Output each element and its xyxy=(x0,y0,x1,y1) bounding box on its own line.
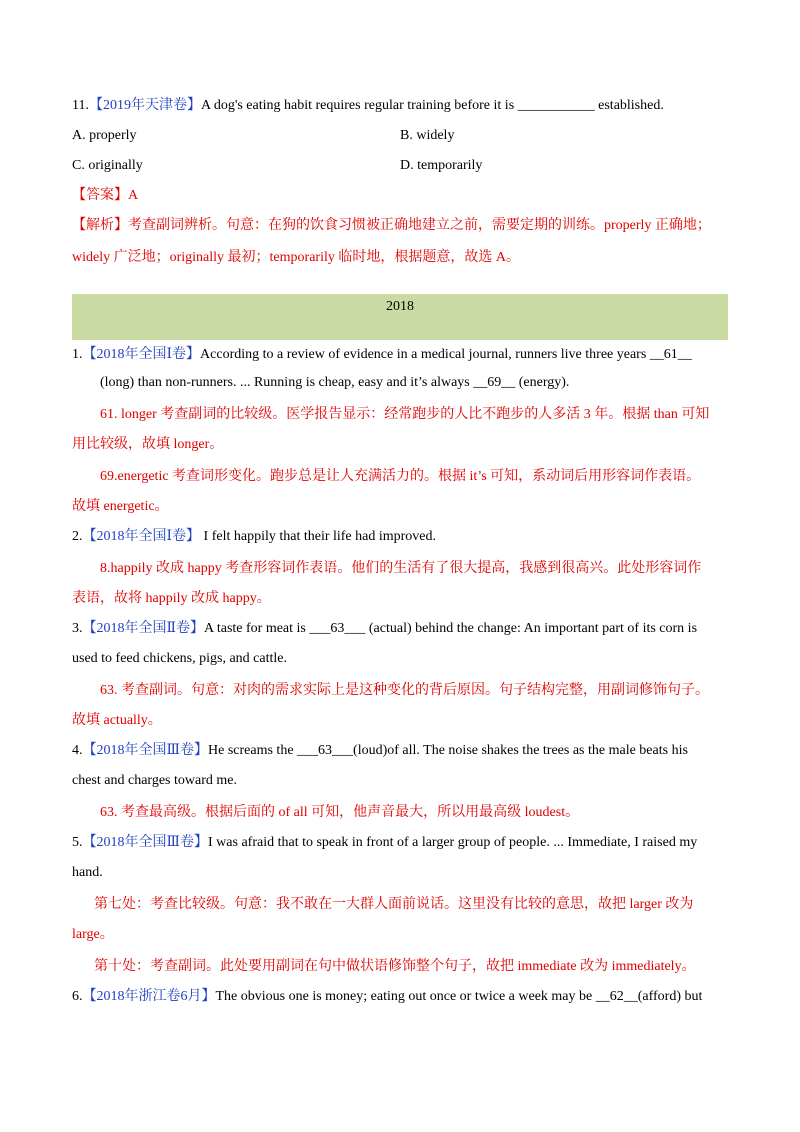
option-d: D. temporarily xyxy=(400,158,483,173)
explanation-line: 表语，故将 happily 改成 happy。 xyxy=(72,591,271,606)
source-tag: 【2018年全国Ⅲ卷】 xyxy=(82,743,209,758)
question-text: established. xyxy=(594,98,664,113)
option-c: C. originally xyxy=(72,158,143,173)
question-text: A taste for meat is xyxy=(204,621,310,636)
question-6 xyxy=(72,987,702,1007)
explanation-line: 【解析】考查副词辨析。句意：在狗的饮食习惯被正确地建立之前，需要定期的训练。properly 正确地； xyxy=(72,218,711,233)
question-text: (loud)of all. The noise shakes the trees as the male beats his xyxy=(353,743,688,758)
question-number: 4. xyxy=(72,743,83,758)
question-text: (energy). xyxy=(515,375,570,390)
explanation-line: 故填 actually。 xyxy=(72,713,162,728)
question-text: I was afraid that to speak in front of a larger group of people. ... Immediate, I raised my xyxy=(208,835,698,850)
question-11 xyxy=(72,96,664,116)
question-text: (afford) but xyxy=(637,989,703,1004)
option-b: B. widely xyxy=(400,128,455,143)
question-number: 3. xyxy=(72,621,83,636)
question-number: 2. xyxy=(72,529,83,544)
source-tag: 【2018年浙江卷6月】 xyxy=(82,989,216,1004)
explanation-line: 69.energetic 考查词形变化。跑步总是让人充满活力的。根据 it’s 可知，系动词后用形容词作表语。 xyxy=(100,469,701,484)
question-number: 6. xyxy=(72,989,83,1004)
question-4 xyxy=(72,741,688,761)
question-text: He screams the xyxy=(208,743,298,758)
answer-line: 【答案】A xyxy=(72,188,139,203)
question-3-line-2: used to feed chickens, pigs, and cattle. xyxy=(72,651,287,666)
explanation-line: 用比较级，故填 longer。 xyxy=(72,437,224,452)
question-text: The obvious one is money; eating out once or twice a week may be xyxy=(215,989,596,1004)
explanation-line: 第十处：考查副词。此处要用副词在句中做状语修饰整个句子，故把 immediate 改为 immediately。 xyxy=(94,959,696,974)
year-section-band xyxy=(72,294,728,340)
explanation-line: widely 广泛地；originally 最初；temporarily 临时地，根据题意，故选 A。 xyxy=(72,250,520,265)
explanation-line: 第七处：考查比较级。句意：我不敢在一大群人面前说话。这里没有比较的意思，故把 larger 改为 xyxy=(94,897,694,912)
answer-blank: ___________ xyxy=(517,98,595,113)
question-number: 11. xyxy=(72,98,89,113)
question-text: I felt happily that their life had improved. xyxy=(200,529,437,544)
question-5-line-2: hand. xyxy=(72,865,103,880)
question-4-line-2: chest and charges toward me. xyxy=(72,773,237,788)
source-tag: 【2018年全国Ⅰ卷】 xyxy=(82,347,201,362)
question-text: A dog's eating habit requires regular training before it is xyxy=(200,98,518,113)
explanation-line: 63. 考查最高级。根据后面的 of all 可知，他声音最大，所以用最高级 loudest。 xyxy=(100,805,580,820)
explanation-line: 8.happily 改成 happy 考查形容词作表语。他们的生活有了很大提高，我感到很高兴。此处形容词作 xyxy=(100,561,702,576)
explanation-line: large。 xyxy=(72,927,114,942)
answer-blank: ___63___ xyxy=(297,743,354,758)
question-text: According to a review of evidence in a medical journal, runners live three years xyxy=(200,347,650,362)
question-3 xyxy=(72,619,697,639)
option-a: A. properly xyxy=(72,128,137,143)
answer-blank: __61__ xyxy=(649,347,692,362)
explanation-line: 61. longer 考查副词的比较级。医学报告显示：经常跑步的人比不跑步的人多活 3 年。根据 than 可知 xyxy=(100,407,710,422)
source-tag: 【2018年全国Ⅲ卷】 xyxy=(82,835,209,850)
question-number: 5. xyxy=(72,835,83,850)
question-5 xyxy=(72,833,697,853)
question-text: (long) than non-runners. ... Running is cheap, easy and it’s always xyxy=(100,375,474,390)
answer-blank: __62__ xyxy=(595,989,638,1004)
source-tag: 【2018年全国Ⅱ卷】 xyxy=(82,621,205,636)
question-2 xyxy=(72,527,436,547)
section-year: 2018 xyxy=(386,299,414,314)
question-number: 1. xyxy=(72,347,83,362)
answer-blank: __69__ xyxy=(473,375,516,390)
explanation-line: 63. 考查副词。句意：对肉的需求实际上是这种变化的背后原因。句子结构完整，用副词修饰句子。 xyxy=(100,683,709,698)
source-tag: 【2018年全国Ⅰ卷】 xyxy=(82,529,201,544)
explanation-line: 故填 energetic。 xyxy=(72,499,169,514)
question-text: (actual) behind the change: An important part of its corn is xyxy=(365,621,698,636)
question-1 xyxy=(72,345,692,365)
question-1-line-2 xyxy=(72,373,569,393)
source-tag: 【2019年天津卷】 xyxy=(88,98,201,113)
answer-blank: ___63___ xyxy=(309,621,366,636)
